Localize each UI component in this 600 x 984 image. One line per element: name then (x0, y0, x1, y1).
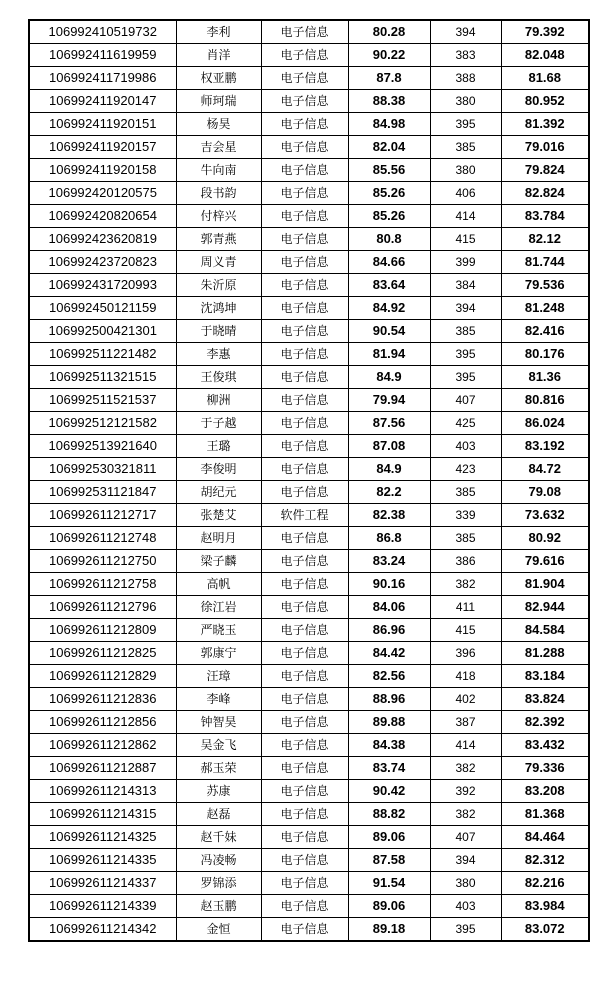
major-cell: 电子信息 (261, 20, 348, 44)
initial-exam-score-cell: 380 (430, 90, 501, 113)
table-row (29, 619, 589, 642)
retest-score-cell: 82.04 (348, 136, 430, 159)
exam-id-cell: 106992611212809 (29, 619, 176, 642)
major-cell: 电子信息 (261, 481, 348, 504)
total-score-cell: 81.368 (501, 803, 589, 826)
table-row (29, 504, 589, 527)
initial-exam-score-cell: 395 (430, 918, 501, 942)
initial-exam-score-cell: 392 (430, 780, 501, 803)
total-score-cell: 81.36 (501, 366, 589, 389)
table-body (29, 20, 589, 941)
table-row (29, 757, 589, 780)
exam-id-cell: 106992512121582 (29, 412, 176, 435)
total-score-cell: 82.824 (501, 182, 589, 205)
student-name-cell: 李惠 (176, 343, 261, 366)
exam-id-cell: 106992500421301 (29, 320, 176, 343)
student-name-cell: 于子越 (176, 412, 261, 435)
initial-exam-score-cell: 407 (430, 826, 501, 849)
retest-score-cell: 86.96 (348, 619, 430, 642)
student-name-cell: 肖洋 (176, 44, 261, 67)
initial-exam-score-cell: 406 (430, 182, 501, 205)
total-score-cell: 73.632 (501, 504, 589, 527)
table-row (29, 412, 589, 435)
initial-exam-score-cell: 395 (430, 113, 501, 136)
major-cell: 电子信息 (261, 159, 348, 182)
exam-id-cell: 106992410519732 (29, 20, 176, 44)
student-name-cell: 郝玉荣 (176, 757, 261, 780)
initial-exam-score-cell: 380 (430, 159, 501, 182)
table-row (29, 849, 589, 872)
initial-exam-score-cell: 418 (430, 665, 501, 688)
student-name-cell: 苏康 (176, 780, 261, 803)
retest-score-cell: 85.56 (348, 159, 430, 182)
retest-score-cell: 84.06 (348, 596, 430, 619)
initial-exam-score-cell: 414 (430, 734, 501, 757)
total-score-cell: 82.12 (501, 228, 589, 251)
retest-score-cell: 84.66 (348, 251, 430, 274)
table-row (29, 803, 589, 826)
exam-id-cell: 106992450121159 (29, 297, 176, 320)
total-score-cell: 81.248 (501, 297, 589, 320)
major-cell: 电子信息 (261, 297, 348, 320)
major-cell: 电子信息 (261, 826, 348, 849)
table-row (29, 90, 589, 113)
exam-id-cell: 106992411920147 (29, 90, 176, 113)
exam-id-cell: 106992611212750 (29, 550, 176, 573)
table-row (29, 159, 589, 182)
student-name-cell: 师珂瑞 (176, 90, 261, 113)
retest-score-cell: 90.22 (348, 44, 430, 67)
retest-score-cell: 91.54 (348, 872, 430, 895)
retest-score-cell: 87.58 (348, 849, 430, 872)
major-cell: 电子信息 (261, 619, 348, 642)
initial-exam-score-cell: 402 (430, 688, 501, 711)
total-score-cell: 82.048 (501, 44, 589, 67)
retest-score-cell: 84.42 (348, 642, 430, 665)
exam-id-cell: 106992611212796 (29, 596, 176, 619)
major-cell: 电子信息 (261, 67, 348, 90)
table-row (29, 895, 589, 918)
exam-id-cell: 106992611214335 (29, 849, 176, 872)
retest-score-cell: 89.06 (348, 895, 430, 918)
table-row (29, 113, 589, 136)
student-name-cell: 金恒 (176, 918, 261, 942)
exam-id-cell: 106992611214325 (29, 826, 176, 849)
table-row (29, 320, 589, 343)
student-name-cell: 汪璋 (176, 665, 261, 688)
total-score-cell: 79.016 (501, 136, 589, 159)
total-score-cell: 79.616 (501, 550, 589, 573)
exam-id-cell: 106992611212758 (29, 573, 176, 596)
table-row (29, 251, 589, 274)
major-cell: 电子信息 (261, 872, 348, 895)
student-name-cell: 王俊琪 (176, 366, 261, 389)
major-cell: 电子信息 (261, 343, 348, 366)
total-score-cell: 79.824 (501, 159, 589, 182)
student-name-cell: 付梓兴 (176, 205, 261, 228)
major-cell: 电子信息 (261, 389, 348, 412)
retest-score-cell: 89.06 (348, 826, 430, 849)
table-row (29, 665, 589, 688)
student-name-cell: 李峰 (176, 688, 261, 711)
retest-score-cell: 79.94 (348, 389, 430, 412)
table-row (29, 136, 589, 159)
table-row (29, 458, 589, 481)
retest-score-cell: 86.8 (348, 527, 430, 550)
major-cell: 电子信息 (261, 895, 348, 918)
initial-exam-score-cell: 396 (430, 642, 501, 665)
student-name-cell: 张楚艾 (176, 504, 261, 527)
total-score-cell: 79.08 (501, 481, 589, 504)
retest-score-cell: 81.94 (348, 343, 430, 366)
student-name-cell: 郭青燕 (176, 228, 261, 251)
initial-exam-score-cell: 385 (430, 320, 501, 343)
retest-score-cell: 89.18 (348, 918, 430, 942)
total-score-cell: 84.464 (501, 826, 589, 849)
table-row (29, 274, 589, 297)
exam-id-cell: 106992423620819 (29, 228, 176, 251)
major-cell: 电子信息 (261, 734, 348, 757)
initial-exam-score-cell: 383 (430, 44, 501, 67)
initial-exam-score-cell: 403 (430, 895, 501, 918)
initial-exam-score-cell: 384 (430, 274, 501, 297)
table-row (29, 527, 589, 550)
table-row (29, 711, 589, 734)
student-name-cell: 牛向南 (176, 159, 261, 182)
major-cell: 电子信息 (261, 849, 348, 872)
major-cell: 电子信息 (261, 527, 348, 550)
major-cell: 电子信息 (261, 412, 348, 435)
initial-exam-score-cell: 382 (430, 803, 501, 826)
retest-score-cell: 88.82 (348, 803, 430, 826)
exam-id-cell: 106992511521537 (29, 389, 176, 412)
student-name-cell: 吉会星 (176, 136, 261, 159)
retest-score-cell: 80.28 (348, 20, 430, 44)
student-name-cell: 高帆 (176, 573, 261, 596)
initial-exam-score-cell: 425 (430, 412, 501, 435)
major-cell: 电子信息 (261, 803, 348, 826)
major-cell: 电子信息 (261, 458, 348, 481)
major-cell: 电子信息 (261, 90, 348, 113)
exam-id-cell: 106992420820654 (29, 205, 176, 228)
table-row (29, 481, 589, 504)
total-score-cell: 84.72 (501, 458, 589, 481)
student-name-cell: 赵明月 (176, 527, 261, 550)
student-name-cell: 周义青 (176, 251, 261, 274)
initial-exam-score-cell: 414 (430, 205, 501, 228)
major-cell: 电子信息 (261, 435, 348, 458)
retest-score-cell: 90.54 (348, 320, 430, 343)
total-score-cell: 81.904 (501, 573, 589, 596)
student-name-cell: 朱沂原 (176, 274, 261, 297)
total-score-cell: 80.952 (501, 90, 589, 113)
initial-exam-score-cell: 382 (430, 757, 501, 780)
student-name-cell: 赵玉鹏 (176, 895, 261, 918)
retest-score-cell: 90.42 (348, 780, 430, 803)
exam-id-cell: 106992611214313 (29, 780, 176, 803)
student-name-cell: 罗锦添 (176, 872, 261, 895)
initial-exam-score-cell: 386 (430, 550, 501, 573)
total-score-cell: 83.184 (501, 665, 589, 688)
retest-score-cell: 83.74 (348, 757, 430, 780)
total-score-cell: 86.024 (501, 412, 589, 435)
student-name-cell: 郭康宁 (176, 642, 261, 665)
student-name-cell: 柳洲 (176, 389, 261, 412)
major-cell: 电子信息 (261, 711, 348, 734)
table-row (29, 780, 589, 803)
retest-score-cell: 84.92 (348, 297, 430, 320)
initial-exam-score-cell: 394 (430, 297, 501, 320)
total-score-cell: 81.744 (501, 251, 589, 274)
table-row (29, 67, 589, 90)
initial-exam-score-cell: 403 (430, 435, 501, 458)
initial-exam-score-cell: 394 (430, 20, 501, 44)
major-cell: 电子信息 (261, 642, 348, 665)
total-score-cell: 83.208 (501, 780, 589, 803)
major-cell: 电子信息 (261, 366, 348, 389)
initial-exam-score-cell: 415 (430, 619, 501, 642)
table-row (29, 20, 589, 44)
exam-id-cell: 106992611212748 (29, 527, 176, 550)
retest-score-cell: 90.16 (348, 573, 430, 596)
initial-exam-score-cell: 411 (430, 596, 501, 619)
major-cell: 电子信息 (261, 596, 348, 619)
total-score-cell: 82.216 (501, 872, 589, 895)
student-name-cell: 权亚鹏 (176, 67, 261, 90)
retest-score-cell: 82.2 (348, 481, 430, 504)
exam-id-cell: 106992611214339 (29, 895, 176, 918)
student-name-cell: 钟智昊 (176, 711, 261, 734)
student-name-cell: 吴金飞 (176, 734, 261, 757)
major-cell: 电子信息 (261, 44, 348, 67)
retest-score-cell: 84.9 (348, 458, 430, 481)
student-name-cell: 严晓玉 (176, 619, 261, 642)
total-score-cell: 80.92 (501, 527, 589, 550)
initial-exam-score-cell: 385 (430, 481, 501, 504)
total-score-cell: 82.416 (501, 320, 589, 343)
retest-score-cell: 87.8 (348, 67, 430, 90)
retest-score-cell: 85.26 (348, 205, 430, 228)
total-score-cell: 81.68 (501, 67, 589, 90)
exam-id-cell: 106992411619959 (29, 44, 176, 67)
major-cell: 电子信息 (261, 251, 348, 274)
initial-exam-score-cell: 339 (430, 504, 501, 527)
exam-id-cell: 106992611214337 (29, 872, 176, 895)
table-row (29, 182, 589, 205)
exam-id-cell: 106992530321811 (29, 458, 176, 481)
initial-exam-score-cell: 380 (430, 872, 501, 895)
retest-score-cell: 89.88 (348, 711, 430, 734)
total-score-cell: 82.312 (501, 849, 589, 872)
total-score-cell: 83.432 (501, 734, 589, 757)
exam-id-cell: 106992431720993 (29, 274, 176, 297)
total-score-cell: 82.392 (501, 711, 589, 734)
major-cell: 电子信息 (261, 688, 348, 711)
retest-score-cell: 87.56 (348, 412, 430, 435)
retest-score-cell: 87.08 (348, 435, 430, 458)
initial-exam-score-cell: 407 (430, 389, 501, 412)
student-name-cell: 于晓晴 (176, 320, 261, 343)
retest-score-cell: 84.98 (348, 113, 430, 136)
exam-id-cell: 106992411920158 (29, 159, 176, 182)
table-row (29, 205, 589, 228)
retest-score-cell: 82.56 (348, 665, 430, 688)
initial-exam-score-cell: 423 (430, 458, 501, 481)
initial-exam-score-cell: 388 (430, 67, 501, 90)
table-row (29, 343, 589, 366)
table-row (29, 826, 589, 849)
total-score-cell: 83.784 (501, 205, 589, 228)
table-row (29, 573, 589, 596)
exam-id-cell: 106992531121847 (29, 481, 176, 504)
student-name-cell: 梁子麟 (176, 550, 261, 573)
retest-score-cell: 85.26 (348, 182, 430, 205)
total-score-cell: 83.192 (501, 435, 589, 458)
student-name-cell: 胡纪元 (176, 481, 261, 504)
retest-score-cell: 84.38 (348, 734, 430, 757)
table-row (29, 366, 589, 389)
table-row (29, 435, 589, 458)
exam-id-cell: 106992611212717 (29, 504, 176, 527)
admission-score-table (28, 19, 590, 942)
exam-id-cell: 106992611212862 (29, 734, 176, 757)
table-row (29, 688, 589, 711)
table-row (29, 228, 589, 251)
exam-id-cell: 106992611212829 (29, 665, 176, 688)
initial-exam-score-cell: 387 (430, 711, 501, 734)
table-row (29, 734, 589, 757)
major-cell: 电子信息 (261, 274, 348, 297)
table-row (29, 872, 589, 895)
exam-id-cell: 106992611212856 (29, 711, 176, 734)
table-row (29, 297, 589, 320)
student-name-cell: 王璐 (176, 435, 261, 458)
exam-id-cell: 106992611212825 (29, 642, 176, 665)
major-cell: 电子信息 (261, 573, 348, 596)
exam-id-cell: 106992513921640 (29, 435, 176, 458)
major-cell: 电子信息 (261, 320, 348, 343)
major-cell: 电子信息 (261, 182, 348, 205)
exam-id-cell: 106992611214342 (29, 918, 176, 942)
total-score-cell: 82.944 (501, 596, 589, 619)
total-score-cell: 80.176 (501, 343, 589, 366)
exam-id-cell: 106992411920151 (29, 113, 176, 136)
major-cell: 电子信息 (261, 780, 348, 803)
total-score-cell: 83.984 (501, 895, 589, 918)
total-score-cell: 83.072 (501, 918, 589, 942)
major-cell: 软件工程 (261, 504, 348, 527)
initial-exam-score-cell: 394 (430, 849, 501, 872)
total-score-cell: 84.584 (501, 619, 589, 642)
retest-score-cell: 88.38 (348, 90, 430, 113)
exam-id-cell: 106992411920157 (29, 136, 176, 159)
retest-score-cell: 80.8 (348, 228, 430, 251)
student-name-cell: 李俊明 (176, 458, 261, 481)
exam-id-cell: 106992611214315 (29, 803, 176, 826)
total-score-cell: 79.392 (501, 20, 589, 44)
exam-id-cell: 106992423720823 (29, 251, 176, 274)
major-cell: 电子信息 (261, 228, 348, 251)
student-name-cell: 赵磊 (176, 803, 261, 826)
total-score-cell: 79.536 (501, 274, 589, 297)
initial-exam-score-cell: 395 (430, 343, 501, 366)
student-name-cell: 赵千妹 (176, 826, 261, 849)
student-name-cell: 徐江岩 (176, 596, 261, 619)
table-row (29, 389, 589, 412)
student-name-cell: 杨昊 (176, 113, 261, 136)
initial-exam-score-cell: 385 (430, 136, 501, 159)
retest-score-cell: 83.24 (348, 550, 430, 573)
initial-exam-score-cell: 385 (430, 527, 501, 550)
retest-score-cell: 82.38 (348, 504, 430, 527)
exam-id-cell: 106992611212887 (29, 757, 176, 780)
initial-exam-score-cell: 415 (430, 228, 501, 251)
table-row (29, 596, 589, 619)
initial-exam-score-cell: 395 (430, 366, 501, 389)
total-score-cell: 79.336 (501, 757, 589, 780)
total-score-cell: 81.288 (501, 642, 589, 665)
major-cell: 电子信息 (261, 550, 348, 573)
major-cell: 电子信息 (261, 918, 348, 942)
major-cell: 电子信息 (261, 205, 348, 228)
student-name-cell: 段书韵 (176, 182, 261, 205)
table-row (29, 918, 589, 942)
major-cell: 电子信息 (261, 113, 348, 136)
exam-id-cell: 106992511321515 (29, 366, 176, 389)
major-cell: 电子信息 (261, 136, 348, 159)
exam-id-cell: 106992420120575 (29, 182, 176, 205)
total-score-cell: 81.392 (501, 113, 589, 136)
table-row (29, 642, 589, 665)
initial-exam-score-cell: 382 (430, 573, 501, 596)
major-cell: 电子信息 (261, 757, 348, 780)
total-score-cell: 80.816 (501, 389, 589, 412)
total-score-cell: 83.824 (501, 688, 589, 711)
table-row (29, 44, 589, 67)
retest-score-cell: 83.64 (348, 274, 430, 297)
student-name-cell: 沈鸿坤 (176, 297, 261, 320)
retest-score-cell: 88.96 (348, 688, 430, 711)
retest-score-cell: 84.9 (348, 366, 430, 389)
major-cell: 电子信息 (261, 665, 348, 688)
student-name-cell: 李利 (176, 20, 261, 44)
exam-id-cell: 106992511221482 (29, 343, 176, 366)
student-name-cell: 冯凌畅 (176, 849, 261, 872)
table-row (29, 550, 589, 573)
exam-id-cell: 106992611212836 (29, 688, 176, 711)
initial-exam-score-cell: 399 (430, 251, 501, 274)
exam-id-cell: 106992411719986 (29, 67, 176, 90)
